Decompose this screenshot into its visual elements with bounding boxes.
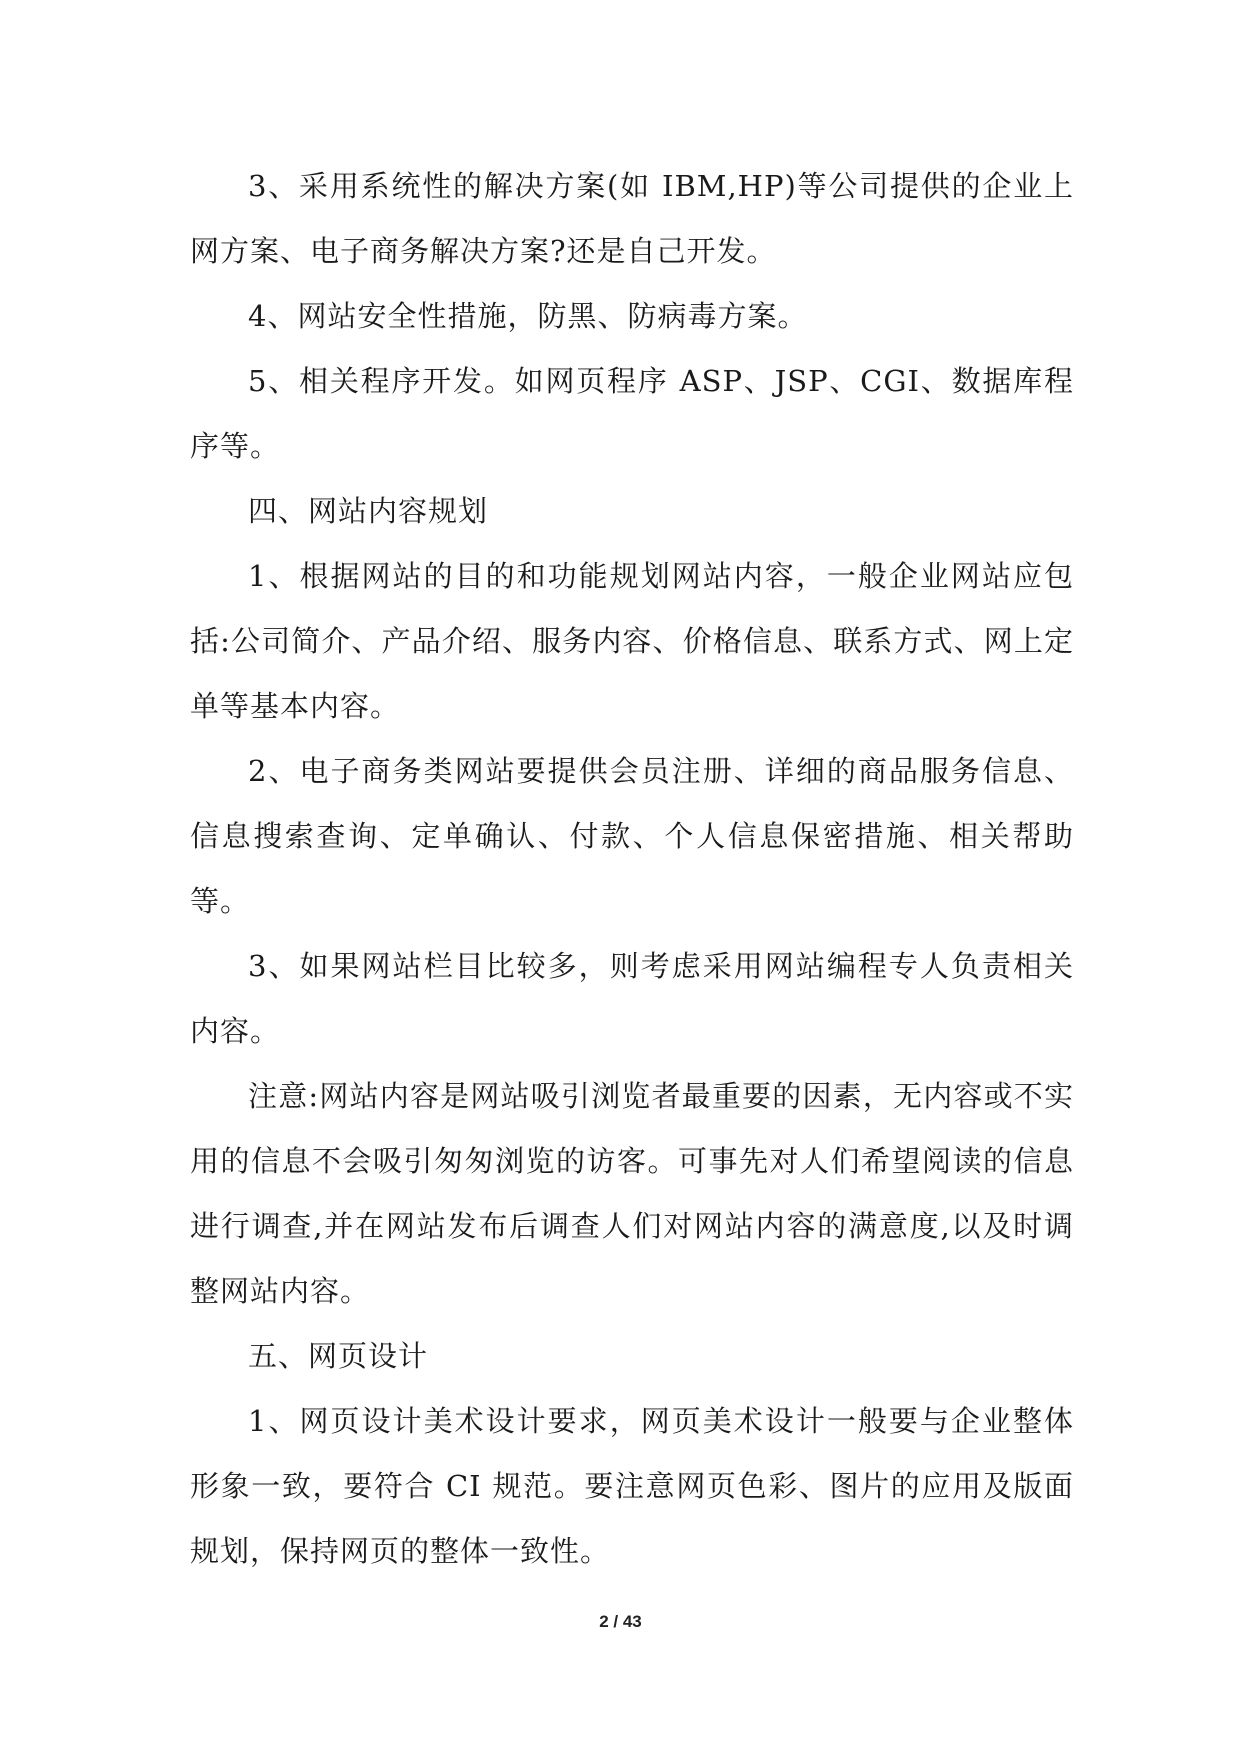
paragraph-ecommerce-features: 2、电子商务类网站要提供会员注册、详细的商品服务信息、信息搜索查询、定单确认、付款、个人信息保密措施、相关帮助等。 bbox=[190, 754, 1074, 918]
paragraph-security-measures: 4、网站安全性措施，防黑、防病毒方案。 bbox=[248, 299, 808, 333]
paragraph-dedicated-staff: 3、如果网站栏目比较多，则考虑采用网站编程专人负责相关内容。 bbox=[190, 949, 1074, 1048]
paragraph-content-note: 注意:网站内容是网站吸引浏览者最重要的因素，无内容或不实用的信息不会吸引匆匆浏览的访客。可事先对人们希望阅读的信息进行调查,并在网站发布后调查人们对网站内容的满意度,以及时调整网站内容。 bbox=[190, 1079, 1074, 1308]
paragraph-solution-approach: 3、采用系统性的解决方案(如 IBM,HP)等公司提供的企业上网方案、电子商务解决方案?还是自己开发。 bbox=[190, 169, 1074, 268]
section-heading-content-planning: 四、网站内容规划 bbox=[248, 494, 489, 528]
paragraph-content-basics: 1、根据网站的目的和功能规划网站内容，一般企业网站应包括:公司简介、产品介绍、服务内容、价格信息、联系方式、网上定单等基本内容。 bbox=[190, 559, 1074, 723]
section-heading-web-design: 五、网页设计 bbox=[248, 1339, 429, 1373]
paragraph-program-development: 5、相关程序开发。如网页程序 ASP、JSP、CGI、数据库程序等。 bbox=[190, 364, 1074, 463]
document-body bbox=[190, 154, 1074, 1584]
paragraph-art-design: 1、网页设计美术设计要求，网页美术设计一般要与企业整体形象一致，要符合 CI 规范。要注意网页色彩、图片的应用及版面规划，保持网页的整体一致性。 bbox=[190, 1404, 1074, 1568]
page-number: 2 / 43 bbox=[599, 1612, 642, 1631]
